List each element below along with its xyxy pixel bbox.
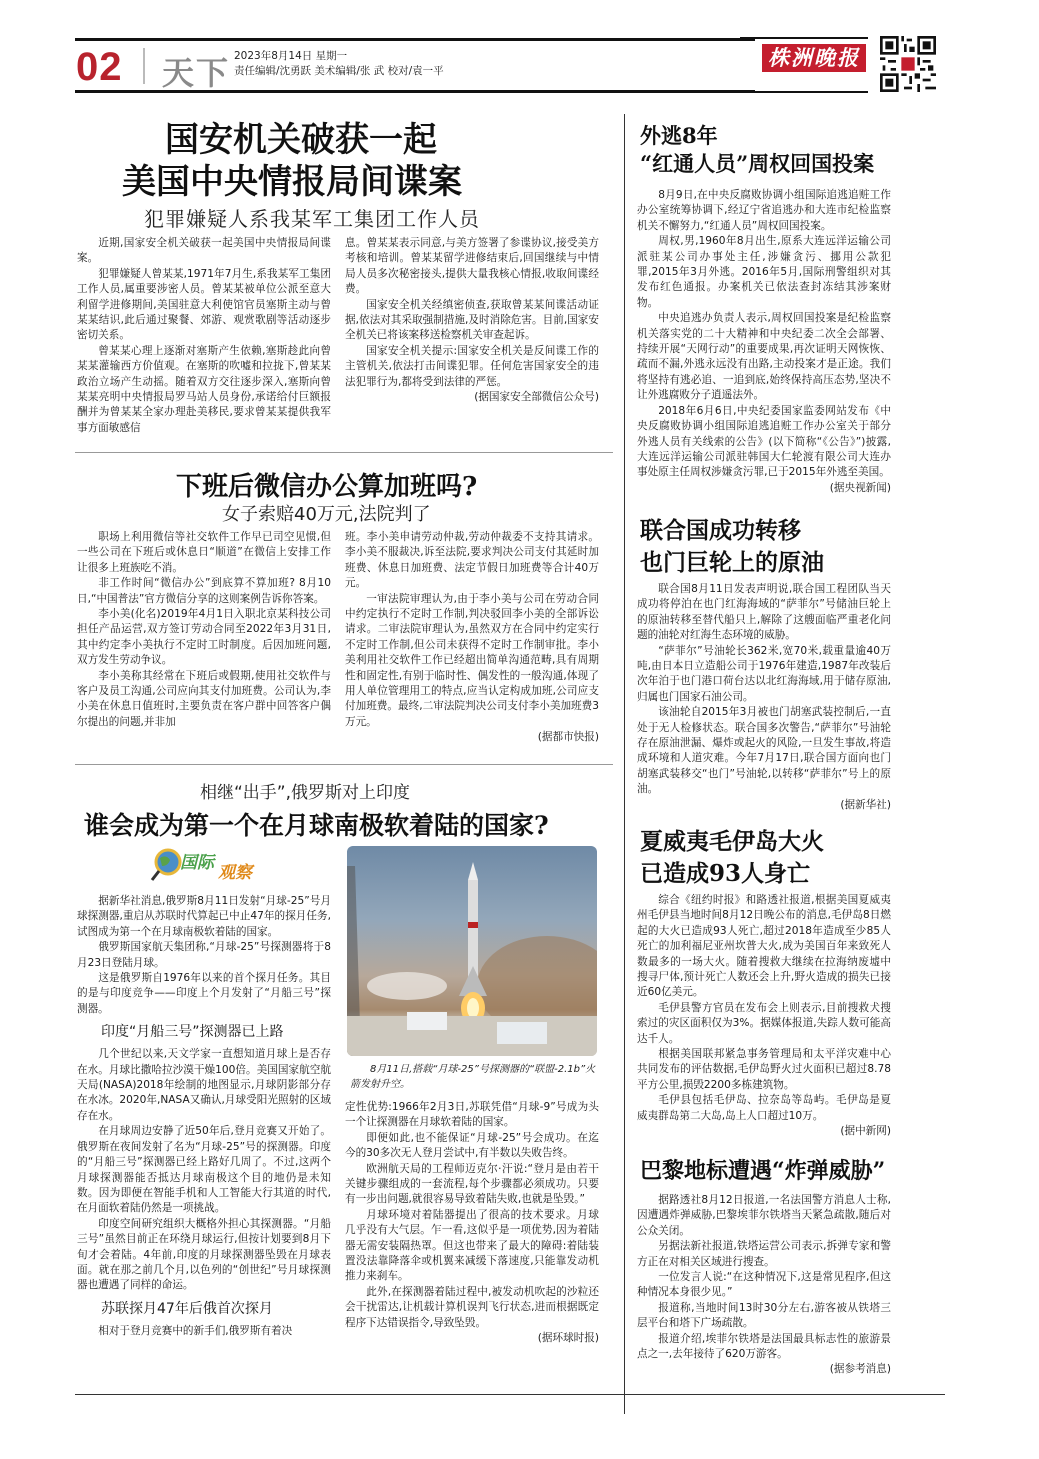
paragraph: 在月球周边安静了近50年后,登月竞赛又开始了。俄罗斯在夜间发射了名为“月球-25”号的探测器。印度的“月船三号”探测器已经上路好几周了。不过,这两个月球探测器能否抵达月球南极这个目的地仍是未知数。因为即便在智能手机和人工智能大行其道的时代,在月面软着陆仍然是一项挑战。 — [77, 1125, 331, 1215]
un-headline-2: 也门巨轮上的原油 — [640, 549, 824, 576]
wechat-subheadline: 女子索赔40万元,法院判了 — [222, 504, 431, 525]
logo-top-rule — [740, 37, 868, 39]
spy-headline-1: 国安机关破获一起 — [165, 120, 437, 160]
moon-column-1 — [77, 894, 331, 1339]
paragraph: 综合《纽约时报》和路透社报道,根据美国夏威夷州毛伊县当地时间8月12日晚公布的消息,毛伊岛8日燃起的大火已造成93人死亡,超过2018年造成至少85人死亡的加利福尼亚州坎普大火,成为美国百年来致死人数最多的一场大火。随着搜救大继续在拉海纳废墟中搜寻尸体,预计死亡人数还会上升,野火造成的损失已接近60亿美元。 — [637, 894, 891, 999]
paragraph: 几个世纪以来,天文学家一直想知道月球上是否存在水。月球比撒哈拉沙漠干燥100倍。美国国家航空航天局(NASA)2018年绘制的地图显示,月球阴影部分存在水冰。2020年,NASA又确认,月球受阳光照射的区域存在水。 — [77, 1048, 331, 1122]
eiffel-headline: 巴黎地标遭遇“炸弹威胁” — [640, 1158, 886, 1184]
source-credit: (据中新网) — [840, 1125, 891, 1138]
moon-subhead-soviet: 苏联探月47年后俄首次探月 — [101, 1300, 273, 1317]
rocket-launch-photo — [347, 846, 597, 1056]
maui-headline-2: 已造成93人身亡 — [640, 860, 811, 887]
masthead-meta — [234, 49, 444, 79]
paragraph: 非工作时间“微信办公”到底算不算加班? 8月10日,“中国普法”官方微信分享的这则案例告诉你答案。 — [77, 577, 331, 605]
maui-body — [637, 893, 891, 1140]
paragraph: 国家安全机关提示:国家安全机关是反间谍工作的主管机关,依法打击间谍犯罪。任何危害国家安全的违法犯罪行为,都将受到法律的严惩。 — [345, 344, 599, 388]
date-line: 2023年8月14日 星期一 — [234, 50, 348, 62]
section-divider — [75, 452, 613, 453]
wechat-headline: 下班后微信办公算加班吗? — [176, 472, 478, 502]
paragraph: 职场上利用微信等社交软件工作早已司空见惯,但一些公司在下班后或休息日“顺道”在微信上安排工作让很多上班族吃不消。 — [77, 531, 331, 574]
paragraph: 据新华社消息,俄罗斯8月11日发射“月球-25”号月球探测器,重启从苏联时代算起已中止47年的探月任务,试图成为第一个在月球南极软着陆的国家。 — [77, 895, 331, 938]
paragraph: 定性优势:1966年2月3日,苏联凭借“月球-9”号成为头一个让探测器在月球软着陆的国家。 — [345, 1101, 599, 1129]
paragraph: 此外,在探测器着陆过程中,被发动机吹起的沙粒还会干扰雷达,让机载计算机误判飞行状态,进而根据既定程序下达错误指令,导致坠毁。 — [345, 1285, 599, 1329]
moon-column-2 — [345, 1100, 599, 1347]
paragraph: 班。李小美申请劳动仲裁,劳动仲裁委不支持其请求。李小美不服裁决,诉至法院,要求判决公司支付其延时加班费、休息日加班费、法定节假日加班费等合计40万元。 — [345, 531, 599, 590]
section-divider — [75, 764, 613, 765]
badge-label-1: 国际 — [180, 853, 214, 873]
moon-subhead-india: 印度“月船三号”探测器已上路 — [101, 1024, 284, 1041]
paragraph: 印度空间研究组织大概格外担心其探测器。“月船三号”虽然目前正在环绕月球运行,但按计划要到8月下旬才会着陆。4年前,印度的月球探测器坠毁在月球表面。就在那之前几个月,以色列的“创世纪”号月球探测器也遭遇了同样的命运。 — [77, 1217, 331, 1292]
top-rule — [75, 38, 755, 41]
paragraph: 毛伊县包括毛伊岛、拉奈岛等岛屿。毛伊岛是夏威夷群岛第二大岛,岛上人口超过10万。 — [637, 1094, 891, 1122]
logo-bottom-rule — [740, 91, 868, 93]
page-number: 02 — [76, 45, 123, 89]
paragraph: 李小美(化名)2019年4月1日入职北京某科技公司担任产品运营,双方签订劳动合同至2022年3月31日,其中约定李小美执行不定时工时制度。后因加班问题,双方发生劳动争议。 — [77, 608, 331, 667]
section-title: 天下 — [162, 54, 231, 92]
paragraph: 中央追逃办负责人表示,周权回国投案是纪检监察机关落实党的二十大精神和中央纪委二次全会部署、持续开展“天网行动”的重要成果,再次证明天网恢恢、疏而不漏,外逃永远没有出路,主动投案才是正途。我们将坚持有逃必追、一追到底,始终保持高压态势,坚决不让外逃腐败分子逍遥法外。 — [637, 312, 891, 402]
wechat-column-2 — [345, 530, 599, 746]
source-credit: (据央视新闻) — [829, 481, 891, 494]
bottom-rule — [75, 1394, 945, 1395]
spy-subheadline: 犯罪嫌疑人系我某军工集团工作人员 — [144, 207, 480, 231]
badge-label-2: 观察 — [218, 863, 252, 883]
paragraph: 报道介绍,埃菲尔铁塔是法国最具标志性的旅游景点之一,去年接待了620万游客。 — [637, 1332, 891, 1361]
photo-caption: 8月11日,搭载“月球-25”号探测器的“联盟-2.1b”火箭发射升空。 — [350, 1064, 596, 1090]
paragraph: 这是俄罗斯自1976年以来的首个探月任务。其目的是与印度竞争——印度上个月发射了“月船三号”探测器。 — [77, 972, 331, 1015]
paragraph: 近期,国家安全机关破获一起美国中央情报局间谍案。 — [77, 237, 331, 265]
spy-column-1 — [77, 236, 331, 436]
spy-headline-2: 美国中央情报局间谍案 — [122, 162, 462, 202]
source-credit: (据参考消息) — [829, 1363, 891, 1376]
paragraph: 8月9日,在中央反腐败协调小组国际追逃追赃工作办公室统筹协调下,经辽宁省追逃办和大连市纪检监察机关不懈努力,“红通人员”周权回国投案。 — [637, 189, 891, 232]
moon-headline: 谁会成为第一个在月球南极软着陆的国家? — [84, 811, 549, 840]
right-column-divider — [624, 114, 625, 1414]
editors-line: 责任编辑/沈勇跃 美术编辑/张 武 校对/袁一平 — [234, 65, 444, 77]
qr-code-icon[interactable] — [880, 36, 936, 92]
paragraph: 该油轮自2015年3月被也门胡塞武装控制后,一直处于无人检修状态。联合国多次警告,“萨菲尔”号油轮存在原油泄漏、爆炸或起火的风险,一旦发生事故,将造成环境和人道灾难。今年7月17日,联合国方面向也门胡塞武装移交“也门”号油轮,以转移“萨菲尔”号上的原油。 — [637, 706, 891, 796]
paragraph: 月球环境对着陆器提出了很高的技术要求。月球几乎没有大气层。乍一看,这似乎是一项优势,因为着陆器无需安装隔热罩。但这也带来了最大的障碍:着陆装置没法靠降落伞或机翼来减缓下落速度,只能靠发动机推力来刹车。 — [345, 1208, 599, 1283]
fugitive-body — [637, 188, 891, 496]
moon-kicker: 相继“出手”,俄罗斯对上印度 — [200, 783, 411, 803]
paragraph: 犯罪嫌疑人曾某某,1971年7月生,系我某军工集团工作人员,属重要涉密人员。曾某某被单位公派至意大利留学进修期间,美国驻意大利使馆官员塞斯主动与曾某某结识,此后通过聚餐、郊游、观赏歌剧等活动逐步密切关系。 — [77, 267, 331, 342]
newspaper-logo: 株洲晚报 — [762, 44, 866, 72]
masthead-divider — [143, 48, 145, 84]
paragraph: 即便如此,也不能保证“月球-25”号会成功。在迄今的30多次无人登月尝试中,有半数以失败告终。 — [345, 1131, 599, 1160]
source-credit: (据都市快报) — [537, 731, 599, 744]
paragraph: 2018年6月6日,中央纪委国家监委网站发布《中央反腐败协调小组国际追逃追赃工作办公室关于部分外逃人员有关线索的公告》(以下简称“《公告》”)披露,大连远洋运输公司派驻韩国大仁轮渡有限公司大连办事处原主任周权涉嫌贪污罪,已于2015年外逃至美国。 — [637, 404, 891, 479]
paragraph: 俄罗斯国家航天集团称,“月球-25”号探测器将于8月23日登陆月球。 — [77, 941, 331, 969]
paragraph: 联合国8月11日发表声明说,联合国工程团队当天成功将停泊在也门红海海域的“萨菲尔”号储油巨轮上的原油转移至替代船只上,解除了这艘面临严重老化问题的油轮对红海生态环境的威胁。 — [637, 583, 891, 642]
source-credit: (据国家安全部微信公众号) — [474, 391, 599, 404]
paragraph: 李小美称其经常在下班后或假期,使用社交软件与客户及员工沟通,公司应向其支付加班费。公司认为,李小美在休息日值班时,主要负责在客户群中回答客户偶尔提出的问题,并非加 — [77, 669, 331, 728]
paragraph: 一位发言人说:“在这种情况下,这是常见程序,但这种情况本身很少见。” — [637, 1271, 891, 1299]
paragraph: 据路透社8月12日报道,一名法国警方消息人士称,因遭遇炸弹威胁,巴黎埃菲尔铁塔当天紧急疏散,随后对公众关闭。 — [637, 1194, 891, 1237]
source-credit: (据环球时报) — [537, 1332, 599, 1345]
international-watch-badge — [150, 846, 280, 886]
paragraph: 报道称,当地时间13时30分左右,游客被从铁塔三层平台和塔下广场疏散。 — [637, 1301, 891, 1330]
paragraph: “萨菲尔”号油轮长362米,宽70米,载重量逾40万吨,由日本日立造船公司于1976年建造,1987年改装后次年泊于也门港口荷台达以北红海海域,用于储存原油,归属也门国家石油公司。 — [637, 644, 891, 703]
magnifier-handle-icon — [152, 871, 159, 880]
fugitive-headline-2: “红通人员”周权回国投案 — [640, 151, 875, 176]
spy-column-2 — [345, 236, 599, 405]
fugitive-headline-1: 外逃8年 — [640, 123, 718, 148]
paragraph: 周权,男,1960年8月出生,原系大连远洋运输公司派驻某公司办事处主任,涉嫌贪污、挪用公款犯罪,2015年3月外逃。2016年5月,国际刑警组织对其发布红色通报。办案机关已依法查封冻结其涉案财物。 — [637, 235, 891, 309]
eiffel-body — [637, 1193, 891, 1378]
maui-headline-1: 夏威夷毛伊岛大火 — [640, 828, 824, 855]
un-body — [637, 582, 891, 813]
paragraph: 一审法院审理认为,由于李小美与公司在劳动合同中约定执行不定时工作制,判决驳回李小美的全部诉讼请求。二审法院审理认为,虽然双方在合同中约定实行不定时工作制,但公司未获得不定时工作制审批。李小美利用社交软件工作已经超出简单沟通范畴,具有周期性和固定性,有别于临时性、偶发性的一般沟通,体现了用人单位管理用工的特点,应当认定构成加班,公司应支付加班费。最终,二审法院判决公司支付李小美加班费3万元。 — [345, 592, 599, 728]
source-credit: (据新华社) — [840, 798, 891, 811]
paragraph: 另据法新社报道,铁塔运营公司表示,拆弹专家和警方正在对相关区域进行搜查。 — [637, 1240, 891, 1268]
paragraph: 相对于登月竞赛中的新手们,俄罗斯有着决 — [98, 1324, 293, 1337]
un-headline-1: 联合国成功转移 — [640, 517, 801, 544]
paragraph: 欧洲航天局的工程师迈克尔·汗说:“登月是由若干关键步骤组成的一套流程,每个步骤都必须成功。只要有一步出问题,就很容易导致着陆失败,也就是坠毁。” — [345, 1162, 599, 1206]
paragraph: 曾某某心理上逐渐对塞斯产生依赖,塞斯趁此向曾某某灌输西方价值观。在塞斯的吹嘘和拉拢下,曾某某政治立场产生动摇。随着双方交往逐步深入,塞斯向曾某某亮明中央情报局罗马站人员身份,承诺给付巨额报酬并为曾某某全家办理赴美移民,要求曾某某提供我军事方面敏感信 — [77, 344, 331, 434]
wechat-column-1 — [77, 530, 331, 730]
paragraph: 根据美国联邦紧急事务管理局和太平洋灾难中心共同发布的评估数据,毛伊岛野火过火面积已超过8.78平方公里,损毁2200多栋建筑物。 — [637, 1048, 891, 1091]
paragraph: 息。曾某某表示同意,与美方签署了参谍协议,接受美方考核和培训。曾某某留学进修结束后,回国继续与中情局人员多次秘密接头,提供大量我核心情报,收取间谍经费。 — [345, 237, 599, 296]
paragraph: 国家安全机关经缜密侦查,获取曾某某间谍活动证据,依法对其采取强制措施,及时消除危害。目前,国家安全机关已将该案移送检察机关审查起诉。 — [345, 298, 599, 342]
paragraph: 毛伊县警方官员在发布会上则表示,目前搜救犬搜索过的灾区面积仅为3%。据媒体报道,失踪人数可能高达千人。 — [637, 1001, 891, 1045]
